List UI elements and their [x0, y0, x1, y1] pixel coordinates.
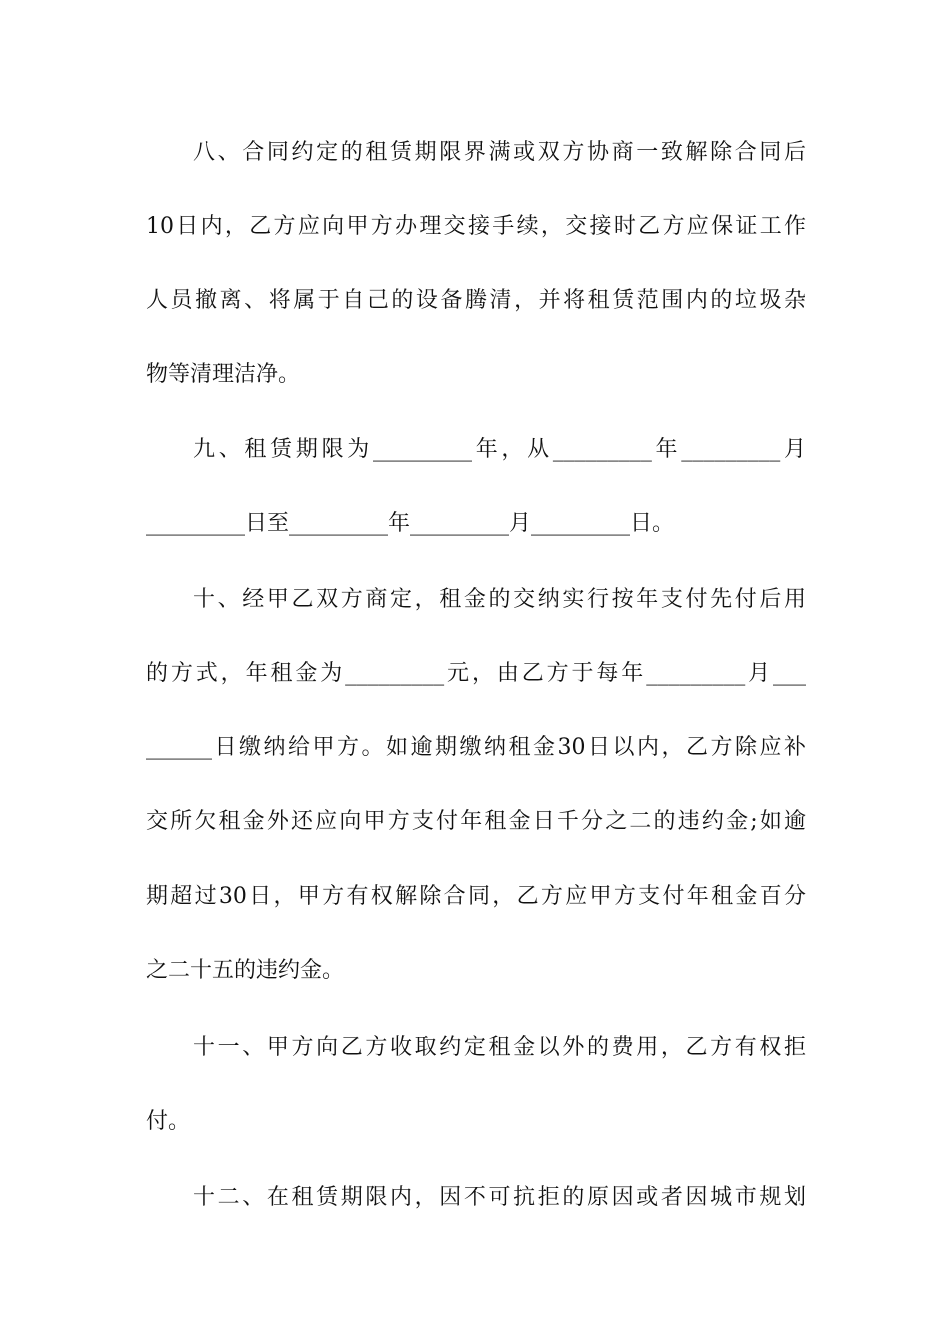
paragraph-8-line-1: 八、合同约定的租赁期限界满或双方协商一致解除合同后 [193, 140, 806, 165]
paragraph-12-line-1: 十二、在租赁期限内，因不可抗拒的原因或者因城市规划 [193, 1185, 806, 1210]
paragraph-9-line-1: 九、租赁期限为_________年，从_________年_________月 [193, 437, 806, 462]
paragraph-8-line-4: 物等清理洁净。 [146, 362, 301, 387]
paragraph-10-line-4: 交所欠租金外还应向甲方支付年租金日千分之二的违约金;如逾 [146, 809, 806, 834]
paragraph-8-line-3: 人员撤离、将属于自己的设备腾清，并将租赁范围内的垃圾杂 [146, 288, 806, 313]
paragraph-11-line-2: 付。 [146, 1109, 191, 1134]
paragraph-10-line-6: 之二十五的违约金。 [146, 958, 345, 983]
paragraph-8-line-2: 10日内，乙方应向甲方办理交接手续，交接时乙方应保证工作 [146, 214, 806, 239]
paragraph-10-line-3: ______日缴纳给甲方。如逾期缴纳租金30日以内，乙方除应补 [146, 735, 806, 760]
paragraph-10-line-2: 的方式，年租金为_________元，由乙方于每年_________月___ [146, 661, 806, 686]
paragraph-10-line-5: 期超过30日，甲方有权解除合同，乙方应甲方支付年租金百分 [146, 884, 806, 909]
paragraph-9-line-2: _________日至_________年_________月_________日。 [146, 511, 675, 536]
paragraph-11-line-1: 十一、甲方向乙方收取约定租金以外的费用，乙方有权拒 [193, 1035, 806, 1060]
paragraph-10-line-1: 十、经甲乙双方商定，租金的交纳实行按年支付先付后用 [193, 587, 806, 612]
